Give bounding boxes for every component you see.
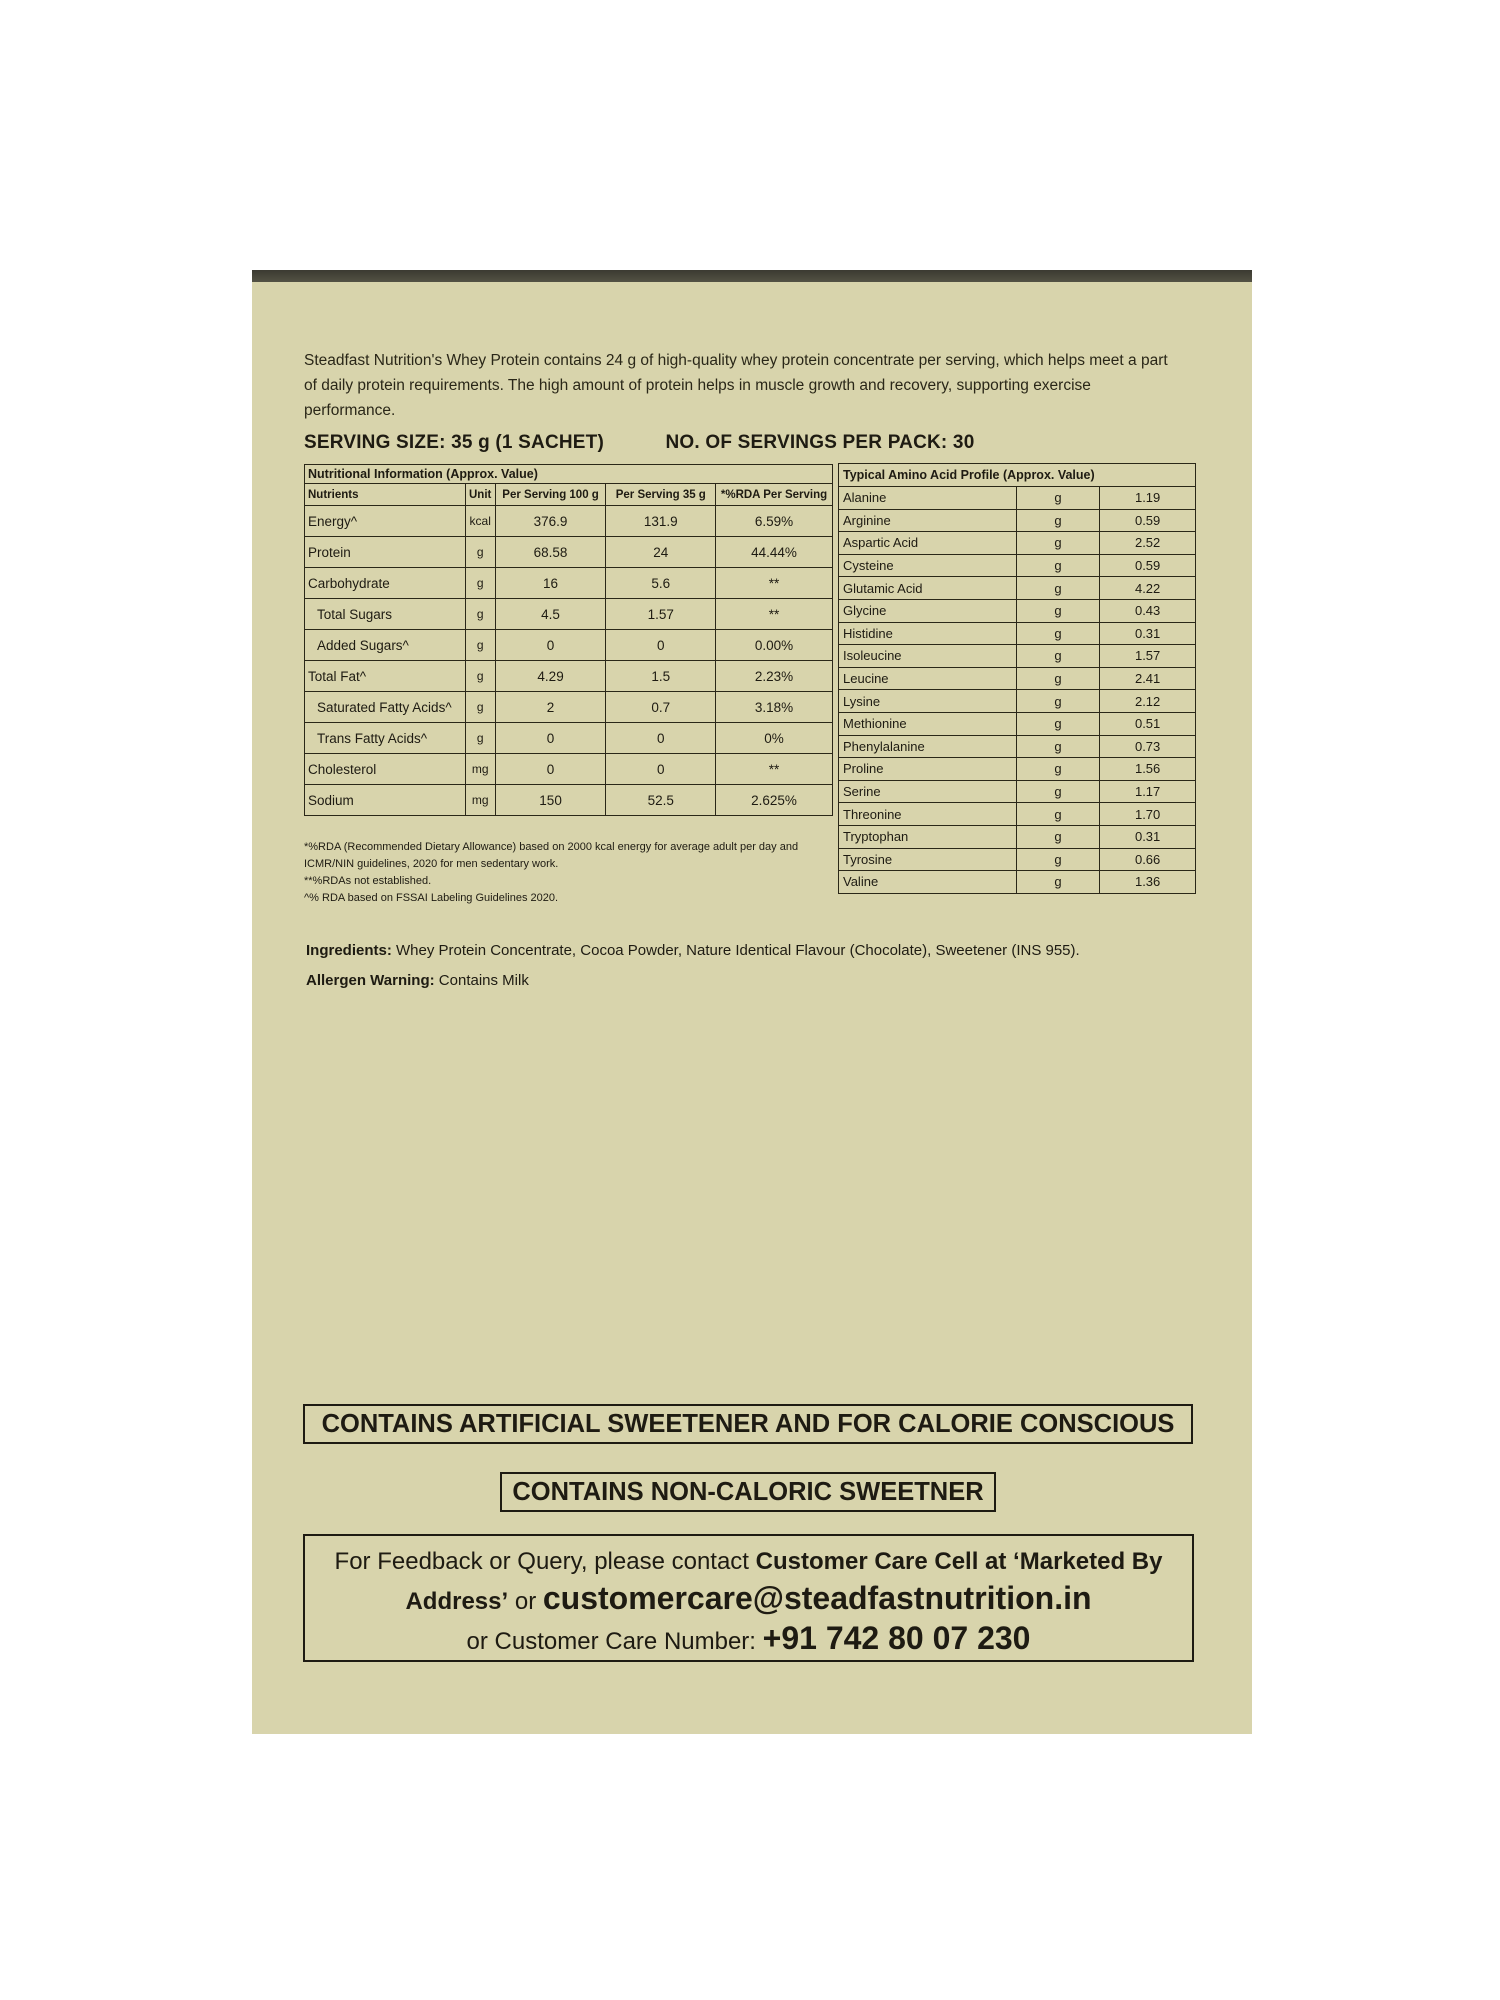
contact-intro: For Feedback or Query, please contact — [334, 1548, 749, 1575]
table-row — [839, 848, 1196, 871]
table-row — [839, 690, 1196, 713]
allergen-label: Allergen Warning: — [306, 972, 435, 989]
ingredients-line — [306, 936, 1206, 966]
amino-unit: g — [1016, 758, 1100, 781]
table-row — [305, 599, 833, 630]
amino-value: 2.41 — [1100, 667, 1196, 690]
amino-value: 0.43 — [1100, 599, 1196, 622]
amino-unit: g — [1016, 848, 1100, 871]
nutrient-rda: 0% — [716, 723, 833, 754]
nutrient-name: Sodium — [305, 785, 466, 816]
table-row — [839, 645, 1196, 668]
nutrient-rda: ** — [716, 754, 833, 785]
amino-name: Cysteine — [839, 554, 1017, 577]
nutrient-name: Added Sugars^ — [305, 630, 466, 661]
amino-name: Arginine — [839, 509, 1017, 532]
nutrition-header: Per Serving 35 g — [606, 484, 716, 506]
contact-or: or — [514, 1588, 537, 1615]
table-row — [839, 577, 1196, 600]
amino-value: 0.66 — [1100, 848, 1196, 871]
nutrient-rda: 2.625% — [716, 785, 833, 816]
table-row — [305, 506, 833, 537]
amino-unit: g — [1016, 825, 1100, 848]
serving-size: SERVING SIZE: 35 g (1 SACHET) — [304, 432, 605, 453]
contact-box — [303, 1534, 1194, 1662]
nutrient-unit: g — [465, 692, 495, 723]
nutrient-per100: 4.5 — [495, 599, 606, 630]
nutrient-name: Energy^ — [305, 506, 466, 537]
amino-name: Lysine — [839, 690, 1017, 713]
amino-name: Glycine — [839, 599, 1017, 622]
amino-value: 0.31 — [1100, 622, 1196, 645]
nutrient-per100: 68.58 — [495, 537, 606, 568]
nutrient-name: Saturated Fatty Acids^ — [305, 692, 466, 723]
amino-value: 0.59 — [1100, 509, 1196, 532]
table-row — [305, 630, 833, 661]
nutrient-per35: 52.5 — [606, 785, 716, 816]
table-row — [305, 661, 833, 692]
footnote: ^% RDA based on FSSAI Labeling Guidelines 2020. — [304, 892, 559, 904]
nutrient-per100: 16 — [495, 568, 606, 599]
servings-per-pack: NO. OF SERVINGS PER PACK: 30 — [665, 432, 975, 453]
nutrient-unit: mg — [465, 754, 495, 785]
nutrient-unit: mg — [465, 785, 495, 816]
nutrient-unit: g — [465, 661, 495, 692]
amino-value: 0.59 — [1100, 554, 1196, 577]
amino-unit: g — [1016, 712, 1100, 735]
nutrient-unit: g — [465, 568, 495, 599]
non-caloric-sweetener-warning: CONTAINS NON-CALORIC SWEETNER — [500, 1472, 996, 1512]
amino-unit: g — [1016, 735, 1100, 758]
amino-unit: g — [1016, 622, 1100, 645]
table-row — [839, 758, 1196, 781]
nutrient-name: Carbohydrate — [305, 568, 466, 599]
artificial-sweetener-warning: CONTAINS ARTIFICIAL SWEETENER AND FOR CALORIE CONSCIOUS — [303, 1404, 1193, 1444]
amino-value: 1.19 — [1100, 487, 1196, 510]
amino-value: 1.36 — [1100, 871, 1196, 894]
nutrient-per35: 0 — [606, 630, 716, 661]
amino-value: 1.56 — [1100, 758, 1196, 781]
amino-unit: g — [1016, 780, 1100, 803]
contact-phone[interactable]: +91 742 80 07 230 — [762, 1620, 1031, 1656]
amino-acid-table — [838, 463, 1196, 894]
ingredients-label: Ingredients: — [306, 942, 392, 959]
amino-unit: g — [1016, 509, 1100, 532]
nutrition-header-row — [305, 484, 833, 506]
nutrient-per100: 0 — [495, 630, 606, 661]
amino-name: Methionine — [839, 712, 1017, 735]
nutrient-rda: 3.18% — [716, 692, 833, 723]
contact-cell: Customer Care Cell at ‘Marketed By — [755, 1548, 1163, 1575]
amino-name: Alanine — [839, 487, 1017, 510]
nutrient-per35: 131.9 — [606, 506, 716, 537]
contact-line-3 — [305, 1620, 1192, 1660]
nutrient-unit: g — [465, 599, 495, 630]
amino-unit: g — [1016, 532, 1100, 555]
nutrient-per35: 1.57 — [606, 599, 716, 630]
nutrient-rda: ** — [716, 599, 833, 630]
nutrient-name: Cholesterol — [305, 754, 466, 785]
allergen-text: Contains Milk — [438, 972, 529, 989]
amino-unit: g — [1016, 487, 1100, 510]
nutrient-rda: 0.00% — [716, 630, 833, 661]
nutrient-rda: 6.59% — [716, 506, 833, 537]
contact-number-label: or Customer Care Number: — [466, 1628, 756, 1655]
amino-unit: g — [1016, 577, 1100, 600]
table-row — [839, 532, 1196, 555]
nutrient-rda: 44.44% — [716, 537, 833, 568]
nutrient-unit: g — [465, 723, 495, 754]
amino-name: Tyrosine — [839, 848, 1017, 871]
amino-value: 1.17 — [1100, 780, 1196, 803]
table-row — [839, 712, 1196, 735]
nutrient-name: Trans Fatty Acids^ — [305, 723, 466, 754]
table-row — [839, 487, 1196, 510]
amino-name: Phenylalanine — [839, 735, 1017, 758]
amino-value: 1.70 — [1100, 803, 1196, 826]
nutrient-name: Protein — [305, 537, 466, 568]
ingredients-text: Whey Protein Concentrate, Cocoa Powder, Nature Identical Flavour (Chocolate), Sweetener (INS 955). — [396, 942, 1080, 959]
footnote: **%RDAs not established. — [304, 875, 432, 887]
nutrient-per100: 0 — [495, 754, 606, 785]
footnote: *%RDA (Recommended Dietary Allowance) based on 2000 kcal energy for average adult per day and ICMR/NIN guidelines, 2020 for men sedentary work. — [304, 841, 799, 870]
nutrient-rda: 2.23% — [716, 661, 833, 692]
amino-unit: g — [1016, 645, 1100, 668]
amino-name: Isoleucine — [839, 645, 1017, 668]
nutrient-per100: 4.29 — [495, 661, 606, 692]
nutrient-unit: kcal — [465, 506, 495, 537]
nutrition-table — [304, 464, 833, 816]
amino-value: 4.22 — [1100, 577, 1196, 600]
amino-name: Valine — [839, 871, 1017, 894]
nutrition-header: *%RDA Per Serving — [716, 484, 833, 506]
table-row — [839, 871, 1196, 894]
table-row — [305, 723, 833, 754]
table-row — [305, 754, 833, 785]
table-row — [839, 667, 1196, 690]
nutrient-name: Total Fat^ — [305, 661, 466, 692]
amino-value: 2.52 — [1100, 532, 1196, 555]
amino-name: Histidine — [839, 622, 1017, 645]
amino-name: Threonine — [839, 803, 1017, 826]
table-row — [305, 537, 833, 568]
nutrient-per35: 0.7 — [606, 692, 716, 723]
amino-unit: g — [1016, 554, 1100, 577]
nutrition-header: Nutrients — [305, 484, 466, 506]
table-row — [839, 622, 1196, 645]
serving-info — [304, 432, 1204, 454]
nutrition-footnotes — [304, 839, 844, 907]
nutrient-per35: 1.5 — [606, 661, 716, 692]
nutrient-per35: 5.6 — [606, 568, 716, 599]
contact-line-2 — [305, 1580, 1192, 1620]
nutrient-per100: 2 — [495, 692, 606, 723]
nutrient-unit: g — [465, 537, 495, 568]
table-row — [305, 785, 833, 816]
contact-email[interactable]: customercare@steadfastnutrition.in — [542, 1580, 1092, 1616]
contact-address: Address’ — [405, 1588, 509, 1615]
nutrient-per35: 24 — [606, 537, 716, 568]
nutrient-per35: 0 — [606, 754, 716, 785]
intro-text: Steadfast Nutrition's Whey Protein contains 24 g of high-quality whey protein concentrate per serving, which helps meet a part of daily protein requirements. The high amount of protein helps in muscle growth and recovery, supporting exercise performance. — [304, 352, 1168, 419]
amino-unit: g — [1016, 690, 1100, 713]
amino-value: 0.31 — [1100, 825, 1196, 848]
amino-name: Serine — [839, 780, 1017, 803]
nutrient-rda: ** — [716, 568, 833, 599]
nutrient-per100: 376.9 — [495, 506, 606, 537]
table-row — [839, 825, 1196, 848]
nutrient-per35: 0 — [606, 723, 716, 754]
nutrient-unit: g — [465, 630, 495, 661]
nutrition-header: Per Serving 100 g — [495, 484, 606, 506]
amino-name: Proline — [839, 758, 1017, 781]
amino-value: 0.51 — [1100, 712, 1196, 735]
table-row — [839, 803, 1196, 826]
nutrient-per100: 0 — [495, 723, 606, 754]
amino-name: Aspartic Acid — [839, 532, 1017, 555]
amino-value: 1.57 — [1100, 645, 1196, 668]
table-row — [839, 509, 1196, 532]
amino-unit: g — [1016, 871, 1100, 894]
nutrient-name: Total Sugars — [305, 599, 466, 630]
contact-line-1 — [305, 1544, 1192, 1580]
amino-unit: g — [1016, 803, 1100, 826]
amino-unit: g — [1016, 599, 1100, 622]
amino-name: Leucine — [839, 667, 1017, 690]
table-row — [305, 568, 833, 599]
nutrient-per100: 150 — [495, 785, 606, 816]
amino-name: Tryptophan — [839, 825, 1017, 848]
table-row — [839, 735, 1196, 758]
amino-value: 2.12 — [1100, 690, 1196, 713]
amino-value: 0.73 — [1100, 735, 1196, 758]
amino-caption: Typical Amino Acid Profile (Approx. Value) — [839, 464, 1196, 487]
amino-name: Glutamic Acid — [839, 577, 1017, 600]
table-row — [305, 692, 833, 723]
table-row — [839, 780, 1196, 803]
amino-unit: g — [1016, 667, 1100, 690]
nutrition-header: Unit — [465, 484, 495, 506]
table-row — [839, 599, 1196, 622]
ingredients-block — [306, 936, 1206, 996]
nutrition-caption: Nutritional Information (Approx. Value) — [305, 465, 833, 484]
allergen-line — [306, 966, 1206, 996]
table-row — [839, 554, 1196, 577]
